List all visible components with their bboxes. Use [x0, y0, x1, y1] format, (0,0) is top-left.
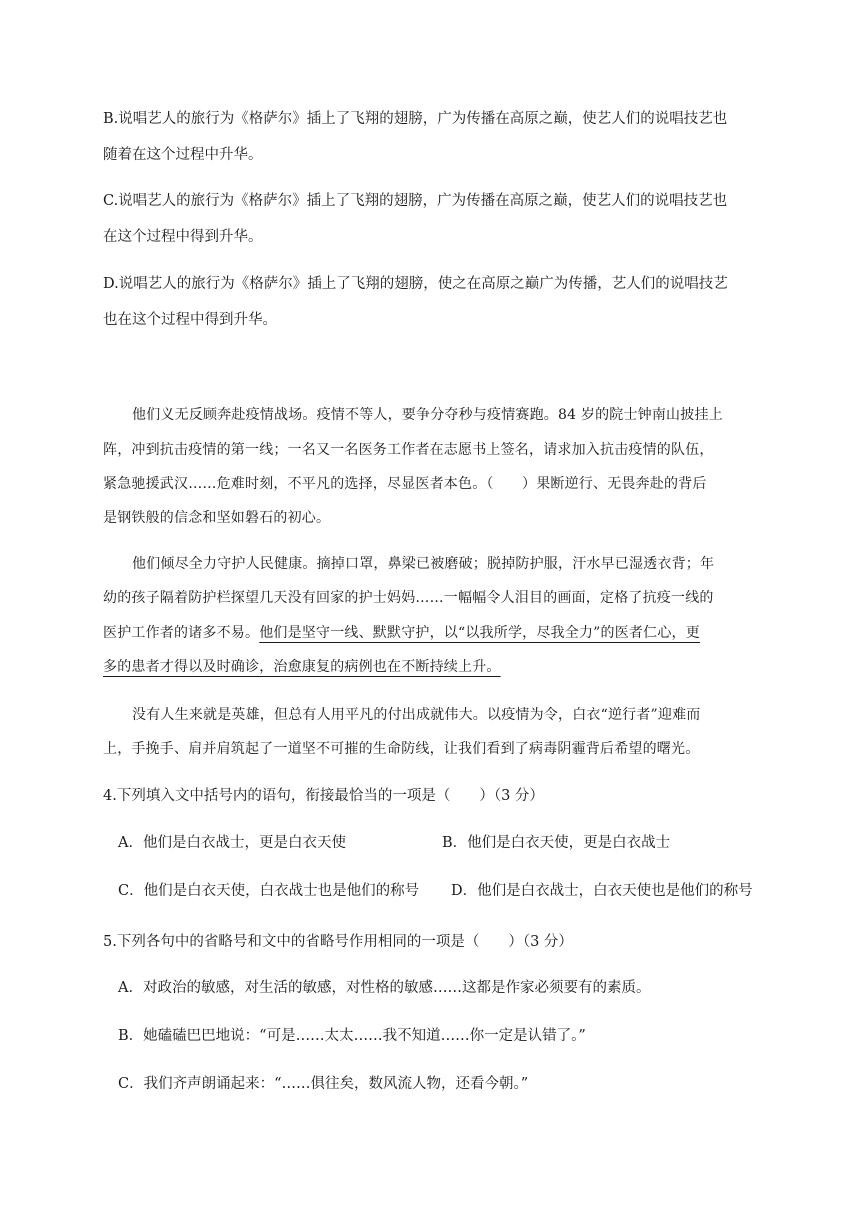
underlined-sentence-part-2: 多的患者才得以及时确诊，治愈康复的病例也在不断持续上升。 [103, 659, 501, 675]
underlined-sentence-part-1: 他们是坚守一线、默默守护，以“以我所学，尽我全力”的医者仁心，更 [259, 625, 700, 641]
passage-p1-line-3: 紧急驰援武汉……危难时刻，不平凡的选择，尽显医者本色。（ ）果断逆行、无畏奔赴的背后 [103, 476, 707, 492]
option-c-line-2: 在这个过程中得到升华。 [103, 229, 263, 245]
passage-p1-line-2: 阵，冲到抗击疫情的第一线；一名又一名医务工作者在志愿书上签名，请求加入抗击疫情的队伍， [103, 442, 714, 458]
q4-option-b: B．他们是白衣天使，更是白衣战士 [442, 835, 671, 851]
passage-p2-line-1: 他们倾尽全力守护人民健康。摘掉口罩，鼻梁已被磨破；脱掉防护服，汗水早已湿透衣背；年 [132, 556, 715, 572]
option-d-line-2: 也在这个过程中得到升华。 [103, 312, 277, 328]
q5-option-c: C．我们齐声朗诵起来：“……俱往矣，数风流人物，还看今朝。” [118, 1076, 529, 1092]
passage-p3-line-2: 上，手挽手、肩并肩筑起了一道坚不可摧的生命防线，让我们看到了病毒阴霾背后希望的曙光。 [103, 741, 700, 757]
passage-p1-line-1: 他们义无反顾奔赴疫情战场。疫情不等人，要争分夺秒与疫情赛跑。84 岁的院士钟南山披挂上 [132, 407, 723, 423]
option-d-line-1: D.说唱艺人的旅行为《格萨尔》插上了飞翔的翅膀，使之在高原之巅广为传播，艺人们的说唱技艺 [103, 276, 728, 292]
option-c-line-1: C.说唱艺人的旅行为《格萨尔》插上了飞翔的翅膀，广为传播在高原之巅，使艺人们的说唱技艺也 [103, 193, 728, 209]
passage-p2-line-3-plain: 医护工作者的诸多不易。 [103, 625, 260, 641]
q4-stem: 4.下列填入文中括号内的语句，衔接最恰当的一项是（ ）（3 分） [103, 788, 544, 804]
q4-option-c: C．他们是白衣天使，白衣战士也是他们的称号 [118, 883, 420, 899]
q5-option-a: A．对政治的敏感，对生活的敏感，对性格的敏感……这都是作家必须要有的素质。 [118, 980, 651, 996]
q4-option-a: A．他们是白衣战士，更是白衣天使 [118, 835, 346, 851]
q4-option-d: D．他们是白衣战士，白衣天使也是他们的称号 [451, 883, 753, 899]
option-b-line-1: B.说唱艺人的旅行为《格萨尔》插上了飞翔的翅膀，广为传播在高原之巅，使艺人们的说唱技艺也 [103, 111, 728, 127]
q5-option-b: B．她磕磕巴巴地说：“可是……太太……我不知道……你一定是认错了。” [118, 1028, 586, 1044]
q5-stem: 5.下列各句中的省略号和文中的省略号作用相同的一项是（ ）（3 分） [103, 934, 573, 950]
passage-p2-line-4 [103, 657, 501, 677]
passage-p1-line-4: 是钢铁般的信念和坚如磐石的初心。 [103, 510, 331, 526]
passage-p3-line-1: 没有人生来就是英雄，但总有人用平凡的付出成就伟大。以疫情为令，白衣“逆行者”迎难而 [132, 707, 701, 723]
option-b-line-2: 随着在这个过程中升华。 [103, 147, 263, 163]
passage-p2-line-3 [103, 623, 700, 643]
passage-p2-line-2: 幼的孩子隔着防护栏探望几天没有回家的护士妈妈……一幅幅令人泪目的画面，定格了抗疫一线的 [103, 590, 714, 606]
